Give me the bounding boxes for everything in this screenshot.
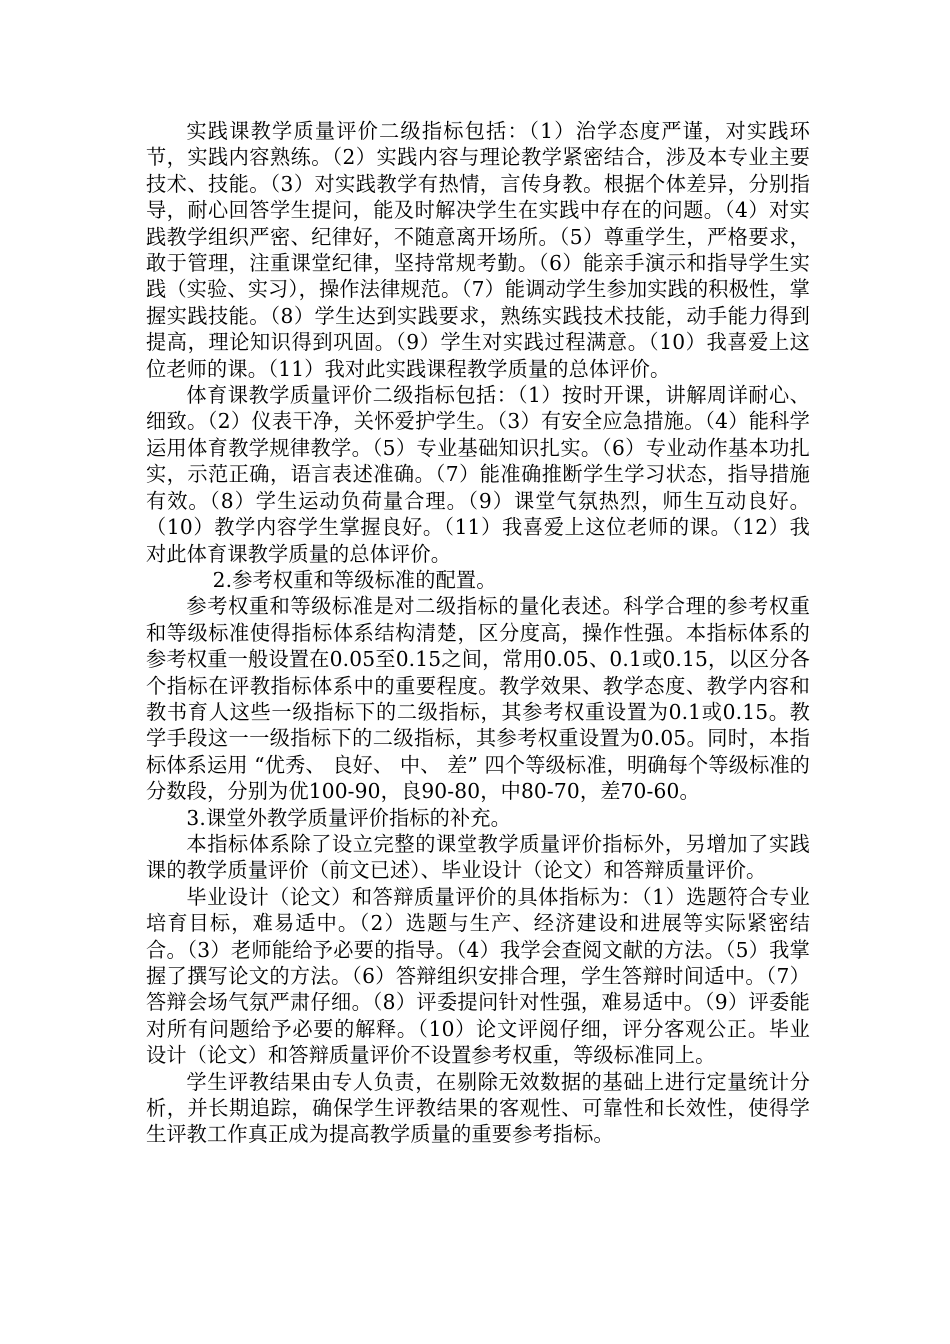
document-body	[146, 118, 810, 1148]
paragraph-evaluation-results: 学生评教结果由专人负责，在剔除无效数据的基础上进行定量统计分析，并长期追踪，确保学生评教结果的客观性、可靠性和长效性，使得学生评教工作真正成为提高教学质量的重要参考指标。	[146, 1069, 810, 1147]
section-heading-supplement: 3.课堂外教学质量评价指标的补充。	[186, 805, 512, 830]
paragraph-supplement: 本指标体系除了设立完整的课堂教学质量评价指标外，另增加了实践课的教学质量评价（前文已述）、毕业设计（论文）和答辩质量评价。	[146, 831, 810, 883]
paragraph-pe-course-indicators: 体育课教学质量评价二级指标包括：（1）按时开课，讲解周详耐心、细致。（2）仪表干净，关怀爱护学生。（3）有安全应急措施。（4）能科学运用体育教学规律教学。（5）专业基础知识扎实。（6）专业动作基本功扎实，示范正确，语言表述准确。（7）能准确推断学生学习状态，指导措施有效。（8）学生运动负荷量合理。（9）课堂气氛热烈，师生互动良好。（10）教学内容学生掌握良好。（11）我喜爱上这位老师的课。（12）我对此体育课教学质量的总体评价。	[146, 383, 810, 566]
section-heading-weights: 2.参考权重和等级标准的配置。	[212, 567, 497, 592]
paragraph-weights-standards: 参考权重和等级标准是对二级指标的量化表述。科学合理的参考权重和等级标准使得指标体系结构清楚，区分度高，操作性强。本指标体系的参考权重一般设置在0.05至0.15之间，常用0.05、0.1或0.15，以区分各个指标在评教指标体系中的重要程度。教学效果、教学态度、教学内容和教书育人这些一级指标下的二级指标，其参考权重设置为0.1或0.15。教学手段这一一级指标下的二级指标，其参考权重设置为0.05。同时，本指标体系运用 “优秀、 良好、 中、 差” 四个等级标准，明确每个等级标准的分数段，分别为优100-90，良90-80，中80-70，差70-60。	[146, 594, 810, 804]
paragraph-thesis-indicators: 毕业设计（论文）和答辩质量评价的具体指标为：（1）选题符合专业培育目标，难易适中。（2）选题与生产、经济建设和进展等实际紧密结合。（3）老师能给予必要的指导。（4）我学会查阅文献的方法。（5）我掌握了撰写论文的方法。（6）答辩组织安排合理，学生答辩时间适中。（7）答辩会场气氛严肃仔细。（8）评委提问针对性强，难易适中。（9）评委能对所有问题给予必要的解释。（10）论文评阅仔细，评分客观公正。毕业设计（论文）和答辩质量评价不设置参考权重，等级标准同上。	[146, 884, 810, 1068]
paragraph-practice-course-indicators: 实践课教学质量评价二级指标包括：（1）治学态度严谨，对实践环节，实践内容熟练。（2）实践内容与理论教学紧密结合，涉及本专业主要技术、技能。（3）对实践教学有热情，言传身教。根据个体差异，分别指导，耐心回答学生提问，能及时解决学生在实践中存在的问题。（4）对实践教学组织严密、纪律好，不随意离开场所。（5）尊重学生，严格要求，敢于管理，注重课堂纪律，坚持常规考勤。（6）能亲手演示和指导学生实践（实验、实习），操作法律规范。（7）能调动学生参加实践的积极性，掌握实践技能。（8）学生达到实践要求，熟练实践技术技能，动手能力得到提高，理论知识得到巩固。（9）学生对实践过程满意。（10）我喜爱上这位老师的课。（11）我对此实践课程教学质量的总体评价。	[146, 119, 810, 381]
